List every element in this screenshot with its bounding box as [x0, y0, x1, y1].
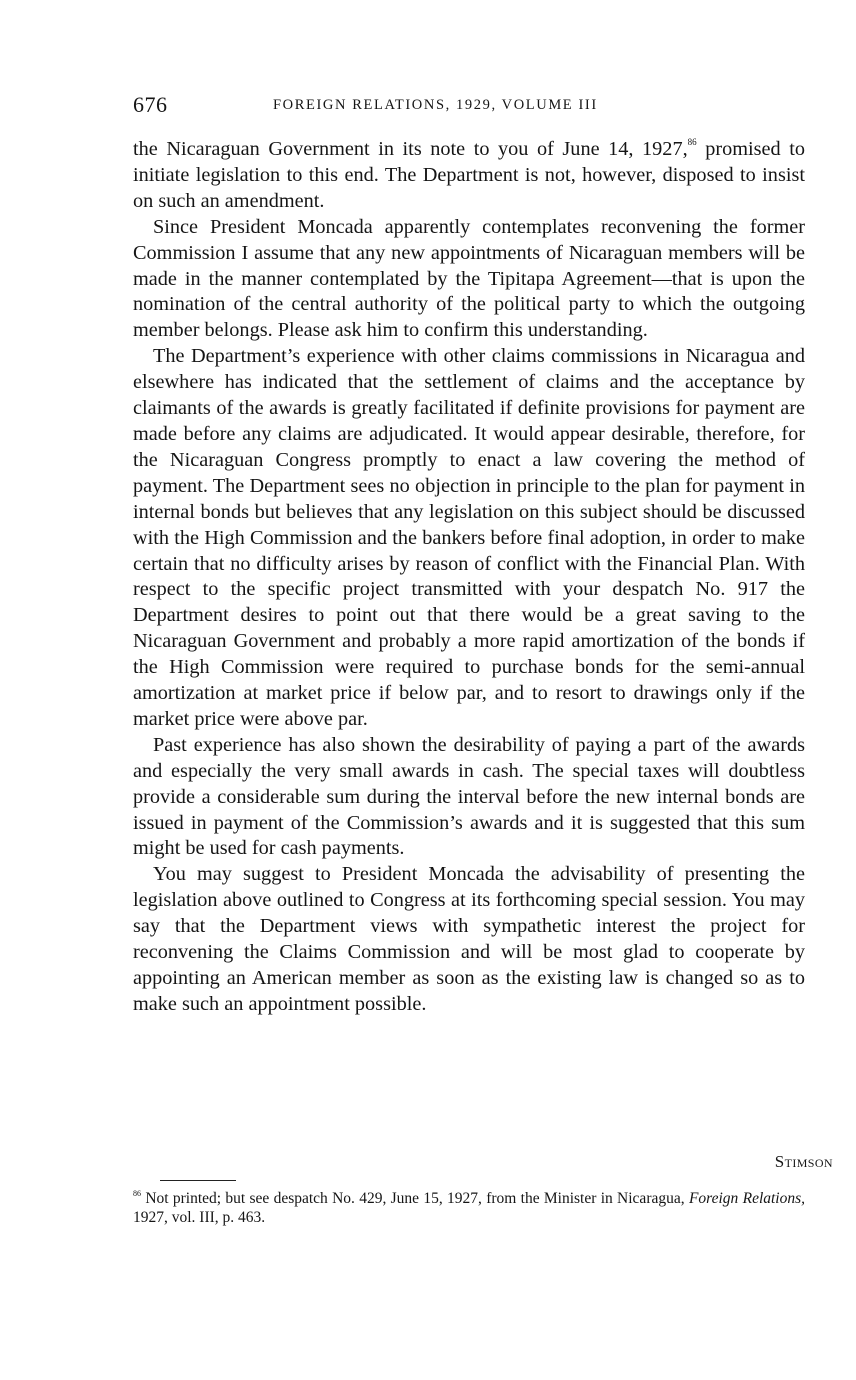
paragraph-2: Since President Moncada apparently contemplates reconvening the former Commission I assume that any new appointments of Nicaraguan members will be made in the manner contemplated by the Tipitapa Agreement—that is upon the nomination of the central authority of the political party to which the outgoing member belongs. Please ask him to confirm this understanding.	[133, 215, 805, 342]
footnote-italic-title: Foreign Relations,	[688, 1190, 806, 1207]
signature: Stimson	[774, 1152, 833, 1171]
footnote-text: Not printed; but see despatch No. 429, June 15, 1927, from the Minister in Nicaragua,	[145, 1190, 685, 1207]
paragraph-5: You may suggest to President Moncada the advisability of presenting the legislation above outlined to Congress at its forthcoming special session. You may say that the Department views with sympathetic interest the project for reconvening the Claims Commission and will be most glad to cooperate by appointing an American member as soon as the existing law is changed so as to make such an appointment possible.	[133, 863, 805, 1015]
page-header	[133, 92, 833, 120]
footnote-divider	[160, 1180, 236, 1181]
footnote	[133, 1190, 805, 1227]
document-body	[133, 137, 805, 1018]
paragraph-1	[133, 137, 805, 215]
paragraph-3: The Department’s experience with other claims commissions in Nicaragua and elsewhere has indicated that the settlement of claims and the acceptance by claimants of the awards is greatly facilitated if definite provisions for payment are made before any claims are adjudicated. It would appear desirable, therefore, for the Nicaraguan Congress promptly to enact a law covering the method of payment. The Department sees no objection in principle to the plan for payment in internal bonds but believes that any legislation on this subject should be discussed with the High Commission and the bankers before final adoption, in order to make certain that no difficulty arises by reason of conflict with the Financial Plan. With respect to the specific project transmitted with your despatch No. 917 the Department desires to point out that there would be a great saving to the Nicaraguan Government and probably a more rapid amortization of the bonds if the High Commission were required to purchase bonds for the semi-annual amortization at market price if below par, and to resort to drawings only if the market price were above par.	[133, 345, 805, 730]
paragraph-1-text: the Nicaraguan Government in its note to you of June 14, 1927,	[133, 138, 688, 160]
footnote-mark: 86	[133, 1189, 141, 1198]
running-title: FOREIGN RELATIONS, 1929, VOLUME III	[273, 97, 598, 113]
page-number: 676	[133, 92, 168, 117]
paragraph-4: Past experience has also shown the desirability of paying a part of the awards and especially the very small awards in cash. The special taxes will doubtless provide a considerable sum during the interval before the new internal bonds are issued in payment of the Commission’s awards and it is suggested that this sum might be used for cash payments.	[133, 733, 805, 860]
footnote-reference: 86	[687, 137, 697, 147]
paragraph-1-rest: promised to initiate legislation to this end. The Department is not, however, disposed to insist on such an amendment.	[133, 138, 805, 212]
footnote-tail: 1927, vol. III, p. 463.	[133, 1208, 266, 1226]
